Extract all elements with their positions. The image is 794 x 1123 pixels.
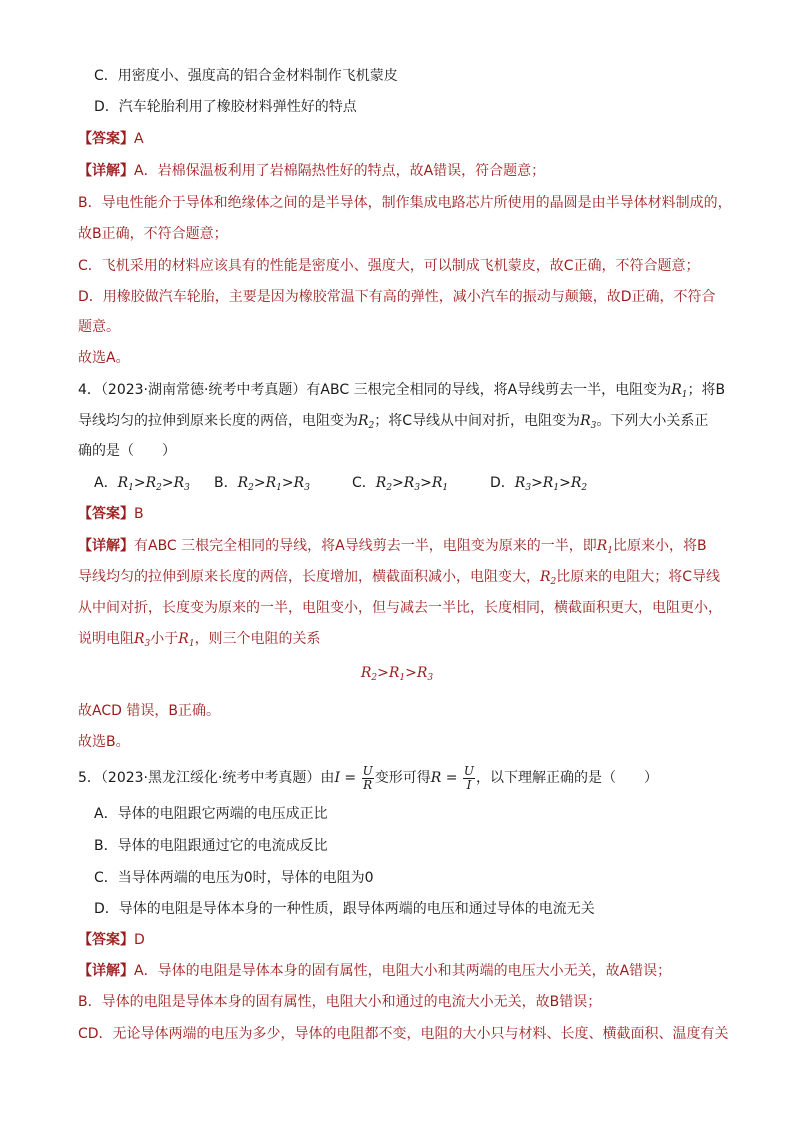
answer-label: 【答案】 <box>78 506 134 522</box>
q3-detail-d2: 题意。 <box>78 319 120 335</box>
answer-value: B <box>134 506 144 522</box>
q4-option-a: A．$R_1>R_2>R_3$ <box>94 475 190 493</box>
answer-value: D <box>134 932 145 948</box>
q4-stem-line3: 确的是（ ） <box>78 443 176 459</box>
q4-stem-line1 <box>78 380 725 405</box>
q5-detail-b: B．导体的电阻是导体本身的固有属性，电阻大小和通过的电流大小无关，故B错误； <box>78 994 602 1010</box>
q3-detail-d1: D．用橡胶做汽车轮胎，主要是因为橡胶常温下有高的弹性，减小汽车的振动与颠簸，故D正确，不符合 <box>78 289 716 305</box>
detail-label: 【详解】 <box>78 163 134 179</box>
q5-answer <box>78 930 145 950</box>
q3-detail-b2: 故B正确，不符合题意； <box>78 226 228 242</box>
fraction-u-over-r: $\frac{U}{R}$ <box>362 763 373 792</box>
q4-options <box>94 473 587 498</box>
q4-option-b: B．$R_2>R_1>R_3$ <box>214 475 310 493</box>
q4-stem-line2 <box>78 411 708 436</box>
q5-stem: 5．（2023·黑龙江绥化·统考中考真题）由I = $\frac{U}{R}$ 变形可得R = $\frac{U}{I}$ ，以下理解正确的是（ ） <box>78 763 659 792</box>
q4-detail-line5: 故ACD 错误，B正确。 <box>78 703 220 719</box>
q4-stem-text: 导线均匀的拉伸到原来长度的两倍，电阻变为 <box>78 413 358 429</box>
q5-option-a: A．导体的电阻跟它两端的电压成正比 <box>94 806 328 822</box>
q3-detail-c: C．飞机采用的材料应该具有的性能是密度小、强度大，可以制成飞机蒙皮，故C正确，不符合题意； <box>78 258 700 274</box>
q3-answer <box>78 129 144 149</box>
symbol-r3: $R_3$ <box>580 413 597 431</box>
symbol-r1: $R_1$ <box>671 382 688 400</box>
detail-text: A．岩棉保温板利用了岩棉隔热性好的特点，故A错误，符合题意； <box>134 163 546 179</box>
fraction-u-over-i: $\frac{U}{I}$ <box>463 763 475 792</box>
q3-detail-a <box>78 161 545 181</box>
q4-stem-text: 。下列大小关系正 <box>596 413 709 429</box>
answer-label: 【答案】 <box>78 131 134 147</box>
q4-option-d: D．$R_3>R_1>R_2$ <box>490 475 588 493</box>
q4-answer <box>78 504 144 524</box>
detail-label: 【详解】 <box>78 963 134 979</box>
answer-value: A <box>134 131 144 147</box>
q5-option-d: D．导体的电阻是导体本身的一种性质，跟导体两端的电压和通过导体的电流无关 <box>94 901 595 917</box>
q4-stem-text: 4．（2023·湖南常德·统考中考真题）有ABC 三根完全相同的导线，将A导线剪去一半，电阻变为 <box>78 382 672 398</box>
q3-option-c: C．用密度小、强度高的铝合金材料制作飞机蒙皮 <box>94 68 398 84</box>
q4-option-c: C．$R_2>R_3>R_1$ <box>352 475 449 493</box>
q4-detail-line1: 【详解】有ABC 三根完全相同的导线，将A导线剪去一半，电阻变为原来的一半，即$R_1$比原来小，将B <box>78 538 707 556</box>
q4-detail-line3: 从中间对折，长度变为原来的一半，电阻变小，但与减去一半比，长度相同，横截面积更大，电阻更小， <box>78 600 722 616</box>
symbol-r2: $R_2$ <box>358 413 375 431</box>
q3-option-d: D．汽车轮胎利用了橡胶材料弹性好的特点 <box>94 99 357 115</box>
q3-conclusion: 故选A。 <box>78 350 130 366</box>
q3-detail-b1: B．导电性能介于导体和绝缘体之间的是半导体，制作集成电路芯片所使用的晶圆是由半导体材料制成的， <box>78 195 732 211</box>
answer-label: 【答案】 <box>78 932 134 948</box>
q4-resistance-relation: $R_2>R_1>R_3$ <box>360 665 434 683</box>
q5-option-c: C．当导体两端的电压为0时，导体的电阻为0 <box>94 870 374 886</box>
q4-stem-text: ；将B <box>687 382 726 398</box>
q4-stem-text: ；将C导线从中间对折，电阻变为 <box>374 413 581 429</box>
q4-detail-line4: 说明电阻$R_3$小于$R_1$，则三个电阻的关系 <box>78 631 321 649</box>
q5-detail-a: 【详解】A．导体的电阻是导体本身的固有属性，电阻大小和其两端的电压大小无关，故A错误； <box>78 963 672 979</box>
q4-detail-line2: 导线均匀的拉伸到原来长度的两倍，长度增加，横截面积减小，电阻变大，$R_2$比原来的电阻大；将C导线 <box>78 569 721 587</box>
detail-label: 【详解】 <box>78 538 134 554</box>
q5-option-b: B．导体的电阻跟通过它的电流成反比 <box>94 838 328 854</box>
q4-conclusion: 故选B。 <box>78 734 130 750</box>
q5-detail-cd: CD．无论导体两端的电压为多少，导体的电阻都不变，电阻的大小只与材料、长度、横截面积、温度有关 <box>78 1026 729 1042</box>
